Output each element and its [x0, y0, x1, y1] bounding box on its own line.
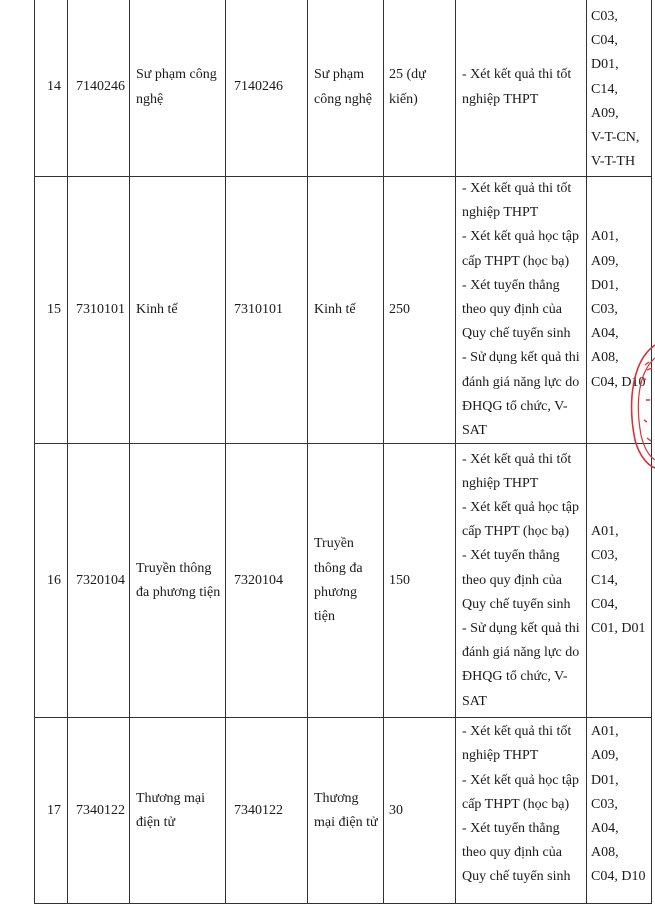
cell-line: C14, [591, 81, 618, 97]
cell-line: A09, [591, 105, 619, 121]
cell-line: V-T-CN, [591, 130, 640, 146]
cell-line: - Xét kết quả thi tốt [462, 724, 572, 740]
table-body [35, 0, 652, 904]
major-name-cell [130, 0, 226, 177]
cell-text: 7340122 [234, 802, 283, 818]
cell-line: A04, [591, 821, 619, 837]
cell-line: - Xét kết quả học tập [462, 500, 580, 516]
admission-method-cell [456, 177, 587, 444]
cell-line: - Xét tuyển thẳng [462, 548, 560, 564]
cell-line: Truyền thông [136, 560, 212, 576]
cell-line: Sư phạm [314, 67, 364, 83]
cell-line: C03, [591, 548, 618, 564]
training-name-cell [308, 0, 384, 177]
major-name-cell [130, 718, 226, 904]
cell-line: - Xét kết quả học tập [462, 772, 580, 788]
cell-text: 17 [47, 802, 61, 818]
cell-text: 7140246 [234, 79, 283, 95]
major-code-cell [68, 444, 130, 718]
cell-line: Quy chế tuyển sinh [462, 869, 571, 885]
cell-line: cấp THPT (học bạ) [462, 524, 570, 540]
major-code-cell [68, 177, 130, 444]
cell-line: thông đa [314, 560, 363, 576]
cell-line: A09, [591, 253, 619, 269]
cell-text: 16 [47, 572, 61, 588]
cell-line: - Xét kết quả thi tốt [462, 67, 572, 83]
cell-line: D01, [591, 277, 619, 293]
cell-line: nghiệp THPT [462, 91, 539, 107]
cell-line: theo quy định của [462, 572, 562, 588]
table-row [35, 0, 652, 177]
red-stamp-seal [625, 340, 655, 470]
cell-line: Quy chế tuyển sinh [462, 326, 571, 342]
cell-line: cấp THPT (học bạ) [462, 253, 570, 269]
cell-line: Kinh tế [136, 302, 178, 318]
major-code-cell [68, 0, 130, 177]
cell-line: phương [314, 584, 357, 600]
cell-line: V-T-TH [591, 154, 636, 170]
major-code-cell [68, 718, 130, 904]
cell-line: SAT [462, 423, 487, 439]
training-name-cell [308, 718, 384, 904]
cell-line: công nghệ [314, 91, 372, 107]
cell-text: 14 [47, 79, 61, 95]
quota-cell [384, 718, 456, 904]
cell-line: - Xét tuyển thẳng [462, 821, 560, 837]
cell-line: - Xét kết quả học tập [462, 229, 580, 245]
cell-line: Truyền [314, 536, 354, 552]
table-row [35, 177, 652, 444]
cell-line: nghiệp THPT [462, 205, 539, 221]
cell-line: 250 [389, 302, 410, 318]
cell-line: A09, [591, 748, 619, 764]
cell-text: 15 [47, 302, 61, 318]
cell-line: Quy chế tuyển sinh [462, 596, 571, 612]
cell-line: đánh giá năng lực do [462, 374, 580, 390]
training-code-cell [226, 444, 308, 718]
cell-line: tiện [314, 608, 335, 624]
cell-line: Sư phạm công [136, 67, 217, 83]
cell-line: kiến) [389, 91, 418, 107]
cell-line: A01, [591, 724, 619, 740]
cell-line: A01, [591, 229, 619, 245]
cell-line: - Sử dụng kết quả thi [462, 350, 580, 366]
cell-line: A04, [591, 326, 619, 342]
row-number-cell [35, 718, 68, 904]
cell-line: - Xét kết quả thi tốt [462, 181, 572, 196]
cell-line: theo quy định của [462, 845, 562, 861]
cell-line: Kinh tế [314, 302, 356, 318]
subject-combo-cell [587, 444, 652, 718]
cell-text: 7320104 [234, 572, 283, 588]
quota-cell [384, 177, 456, 444]
cell-line: Thương mại [136, 790, 206, 806]
cell-line: C03, [591, 302, 618, 318]
cell-line: điện tử [136, 814, 176, 830]
cell-line: C03, [591, 9, 618, 24]
cell-line: A08, [591, 845, 619, 861]
cell-line: nghệ [136, 91, 164, 107]
cell-line: mại điện tử [314, 814, 378, 830]
row-number-cell [35, 177, 68, 444]
cell-line: Thương [314, 790, 359, 806]
quota-cell [384, 0, 456, 177]
row-number-cell [35, 444, 68, 718]
cell-line: - Xét tuyển thẳng [462, 277, 560, 293]
cell-line: D01, [591, 57, 619, 73]
cell-text: 7310101 [234, 302, 283, 318]
cell-line: C01, D01 [591, 621, 646, 637]
cell-line: C03, [591, 796, 618, 812]
cell-text: 7140246 [76, 79, 125, 95]
cell-line: C04, [591, 33, 618, 49]
cell-line: 25 (dự [389, 67, 426, 83]
cell-line: đánh giá năng lực do [462, 645, 580, 661]
major-name-cell [130, 177, 226, 444]
cell-line: nghiệp THPT [462, 475, 539, 491]
table-row [35, 444, 652, 718]
cell-line: A01, [591, 524, 619, 540]
training-code-cell [226, 0, 308, 177]
cell-line: ĐHQG tổ chức, V- [462, 398, 568, 414]
training-name-cell [308, 177, 384, 444]
cell-line: theo quy định của [462, 302, 562, 318]
cell-line: D01, [591, 772, 619, 788]
cell-text: 7310101 [76, 302, 125, 318]
row-number-cell [35, 0, 68, 177]
admissions-table [34, 0, 652, 904]
cell-line: A08, [591, 350, 619, 366]
cell-line: nghiệp THPT [462, 748, 539, 764]
cell-line: 150 [389, 572, 410, 588]
quota-cell [384, 444, 456, 718]
cell-text: 7320104 [76, 572, 125, 588]
cell-line: ĐHQG tổ chức, V- [462, 669, 568, 685]
cell-line: C04, [591, 596, 618, 612]
major-name-cell [130, 444, 226, 718]
cell-line: - Xét kết quả thi tốt [462, 451, 572, 467]
cell-line: 30 [389, 802, 403, 818]
subject-combo-cell [587, 718, 652, 904]
subject-combo-cell [587, 0, 652, 177]
admission-method-cell [456, 0, 587, 177]
cell-line: C04, D10 [591, 869, 646, 885]
cell-line: SAT [462, 693, 487, 709]
cell-line: C04, D10 [591, 374, 646, 390]
admission-method-cell [456, 718, 587, 904]
training-code-cell [226, 718, 308, 904]
training-name-cell [308, 444, 384, 718]
admission-method-cell [456, 444, 587, 718]
cell-line: đa phương tiện [136, 584, 221, 600]
training-code-cell [226, 177, 308, 444]
cell-text: 7340122 [76, 802, 125, 818]
cell-line: cấp THPT (học bạ) [462, 796, 570, 812]
table-row [35, 718, 652, 904]
cell-line: - Sử dụng kết quả thi [462, 621, 580, 637]
cell-line: C14, [591, 572, 618, 588]
